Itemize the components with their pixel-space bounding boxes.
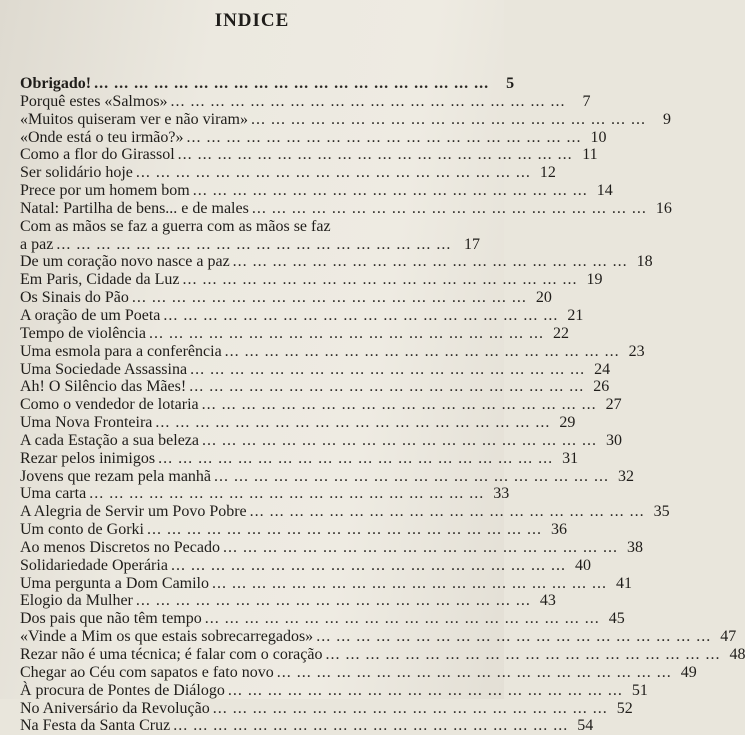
toc-entry-title: Elogio da Mulher [20,592,133,610]
dot-leader [220,539,621,557]
toc-entry [20,592,556,610]
toc-page-number: 32 [618,467,635,485]
toc-entry-title: Ao menos Discretos no Pecado [20,538,220,556]
toc-page-number: 33 [493,485,510,503]
toc-entry [20,717,594,735]
toc-entry [20,538,643,557]
toc-page-number: 40 [574,556,591,574]
toc-entry [20,360,611,379]
toc-page-number: 21 [567,306,584,324]
toc-page-number: 18 [636,253,653,271]
dot-leader [168,93,569,111]
toc-entry-title: Rezar pelos inimigos [20,449,156,467]
dot-leader [313,628,714,646]
toc-page-number: 48 [729,646,745,663]
table-of-contents [20,75,745,735]
toc-entry [20,342,645,361]
toc-entry [20,75,515,93]
toc-entry [20,92,591,111]
dot-leader [91,75,492,93]
toc-page-number: 29 [559,414,576,432]
toc-entry-title: À procura de Pontes de Diálogo [20,681,225,699]
toc-entry [20,414,576,432]
dot-leader [53,236,458,254]
dot-leader [168,557,569,575]
toc-entry [20,218,480,254]
toc-page-number: 9 [662,110,671,128]
toc-entry-title: Solidariedade Operária [20,556,168,574]
toc-entry-title: Dos pais que não têm tempo [20,610,202,628]
toc-entry [20,556,591,575]
toc-entry [20,646,745,664]
toc-entry-title: Prece por um homem bom [20,182,190,200]
dot-leader [175,146,576,164]
dot-leader [146,325,547,343]
toc-entry [20,306,584,325]
toc-entry [20,289,552,307]
toc-page-number: 54 [577,717,594,735]
toc-entry-title: Uma Sociedade Assassina [20,360,188,378]
dot-leader [86,485,487,503]
dot-leader [190,182,591,200]
dot-leader [160,307,561,325]
toc-entry-title: Como o vendedor de lotaria [20,396,199,414]
toc-entry [20,182,613,200]
dot-leader [209,575,610,593]
toc-page-number: 52 [616,699,633,717]
toc-entry [20,610,625,628]
toc-entry-title: Os Sinais do Pão [20,289,129,307]
toc-page-number: 12 [539,164,556,182]
toc-page-number: 23 [628,342,645,360]
dot-leader [274,664,675,682]
toc-page-number: 27 [605,396,622,414]
toc-page-number: 16 [655,199,672,217]
toc-entry-title: Natal: Partilha de bens... e de males [20,199,249,217]
dot-leader [211,468,612,486]
toc-page-number: 10 [590,128,607,146]
toc-entry-title: Jovens que rezam pela manhã [20,467,212,485]
dot-leader [180,271,581,289]
toc-page-number: 14 [596,182,613,200]
toc-page-number: 41 [616,574,632,592]
toc-entry [20,378,610,396]
toc-entry-title: «Muitos quiseram ver e não viram» [20,110,248,128]
dot-leader [230,253,631,271]
dot-leader [225,682,626,700]
toc-entry-title: Ser solidário hoje [20,164,133,182]
toc-page-number: 24 [594,360,611,378]
toc-page-number: 22 [552,324,569,342]
dot-leader [133,592,534,610]
toc-entry-title: No Aniversário da Revolução [20,699,210,717]
toc-entry [20,449,579,468]
toc-page-number: 11 [582,146,598,164]
toc-entry-title: A Alegria de Servir um Povo Pobre [20,503,247,521]
toc-entry [20,681,648,700]
dot-leader [249,200,650,218]
toc-entry-title: Com as mãos se faz a guerra com as mãos se faz [20,217,331,235]
toc-entry-title: De um coração novo nasce a paz [20,253,230,271]
toc-entry-title: Uma carta [20,485,87,503]
toc-entry [20,574,632,593]
toc-entry [20,324,569,343]
toc-entry-title: Rezar não é uma técnica; é falar com o coração [20,646,323,663]
toc-page-number: 47 [720,628,737,646]
toc-entry [20,271,603,289]
toc-entry-title: Chegar ao Céu com sapatos e fato novo [20,663,274,681]
dot-leader [247,503,648,521]
dot-leader [199,396,600,414]
toc-entry [20,628,737,646]
toc-page-number: 49 [680,663,697,681]
toc-entry [20,521,567,539]
dot-leader [170,717,571,735]
dot-leader [199,432,600,450]
page-title: INDICE [214,10,290,31]
toc-page-number: 26 [593,378,610,396]
toc-page-number: 31 [562,449,579,467]
dot-leader [152,414,553,432]
dot-leader [202,610,603,628]
toc-entry [20,467,635,486]
dot-leader [144,521,545,539]
toc-entry-title: Na Festa da Santa Cruz [20,717,171,735]
toc-entry [20,253,653,271]
toc-entry-title: «Vinde a Mim os que estais sobrecarregados» [20,628,314,646]
dot-leader [133,164,534,182]
toc-entry-title: Um conto de Gorki [20,521,144,539]
toc-entry [20,146,598,164]
dot-leader [184,129,585,147]
dot-leader [129,289,530,307]
toc-entry-title: Uma pergunta a Dom Camilo [20,574,209,592]
dot-leader [248,111,649,129]
toc-page-number: 19 [586,271,603,289]
toc-page-number: 5 [506,75,515,92]
toc-entry [20,699,633,718]
dot-leader [322,646,723,664]
toc-entry [20,110,671,129]
toc-page-number: 51 [631,681,648,699]
toc-entry-title: Uma esmola para a conferência [20,342,222,360]
toc-page-number: 36 [550,521,567,539]
toc-entry-title: Obrigado! [20,75,92,92]
dot-leader [155,450,556,468]
dot-leader [210,700,611,718]
toc-entry-title: Ah! O Silêncio das Mães! [20,378,187,396]
toc-entry-title: Uma Nova Fronteira [20,414,153,432]
toc-entry [20,128,607,147]
toc-entry-title: Como a flor do Girassol [20,146,175,164]
toc-entry [20,503,670,521]
toc-page-number: 43 [539,592,556,610]
toc-page-number: 7 [582,92,591,110]
toc-entry-title: «Onde está o teu irmão?» [20,128,184,146]
dot-leader [187,361,588,379]
toc-entry [20,199,672,218]
toc-entry-title: a paz [20,235,54,253]
toc-entry [20,431,623,450]
toc-page-number: 17 [464,235,480,253]
toc-page-number: 38 [626,538,643,556]
toc-page-number: 35 [653,503,670,521]
toc-entry [20,396,622,414]
toc-entry [20,663,697,682]
dot-leader [222,343,623,361]
toc-entry-title: Em Paris, Cidade da Luz [20,271,180,289]
toc-entry-title: Porquê estes «Salmos» [20,92,168,110]
toc-entry-title: Tempo de violência [20,324,146,342]
toc-entry-title: A cada Estação a sua beleza [20,431,200,449]
dot-leader [186,378,587,396]
toc-page-number: 20 [535,289,552,307]
toc-entry [20,485,510,503]
toc-entry [20,164,556,182]
toc-page-number: 30 [606,431,623,449]
toc-page-number: 45 [608,610,625,628]
toc-entry-title: A oração de um Poeta [20,306,161,324]
